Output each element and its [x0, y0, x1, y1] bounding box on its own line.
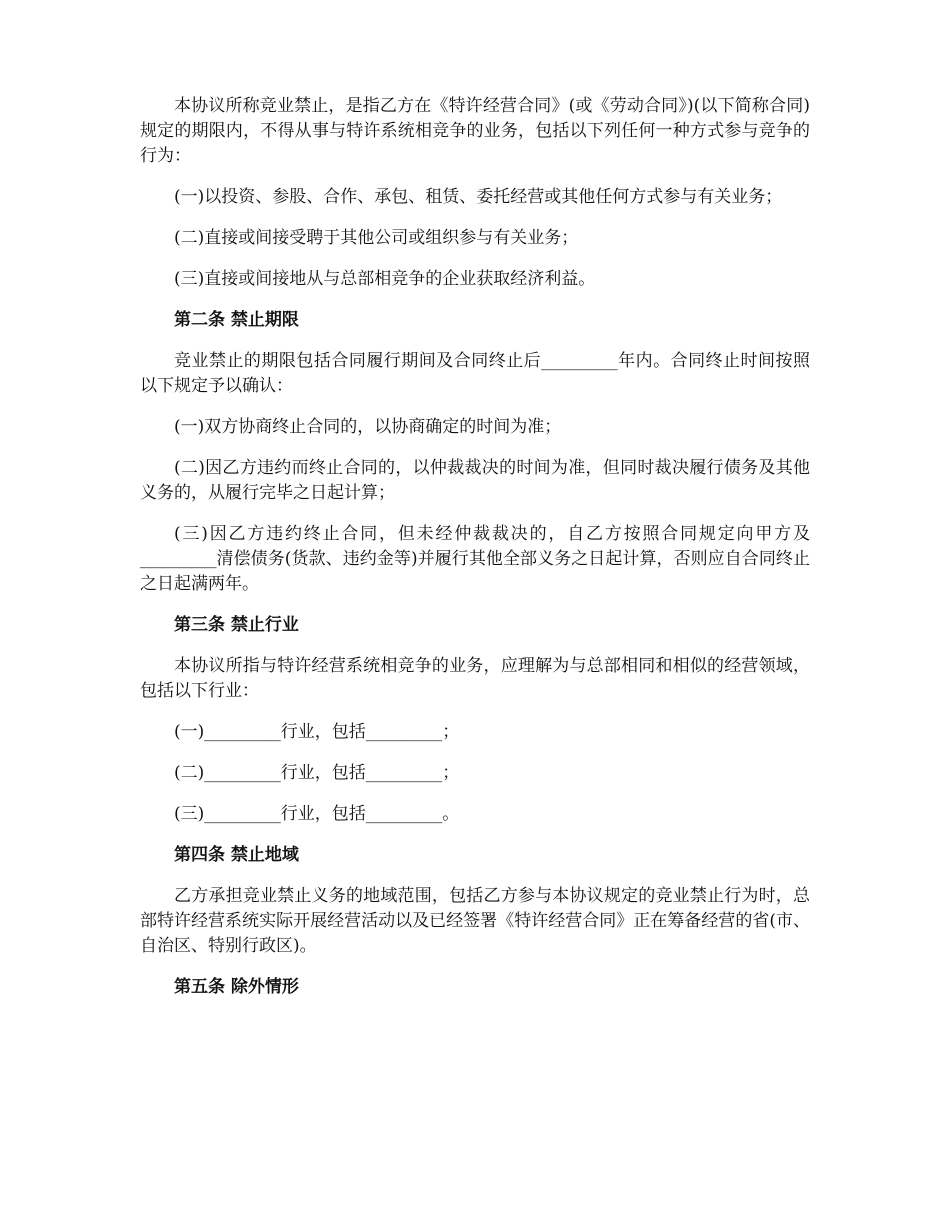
- paragraph-industry-item-3: (三)_________行业，包括_________。: [174, 804, 460, 824]
- section-heading-article-5: 第五条 除外情形: [174, 977, 299, 997]
- paragraph-industry: 本协议所指与特许经营系统相竞争的业务，应理解为与总部相同和相似的经营领域，包括以下行业：: [140, 656, 810, 701]
- paragraph-definition: 本协议所称竞业禁止，是指乙方在《特许经营合同》(或《劳动合同》)(以下简称合同)规定的期限内，不得从事与特许系统相竞争的业务，包括以下列任何一种方式参与竞争的行为：: [140, 96, 810, 166]
- paragraph-industry-item-2: (二)_________行业，包括_________；: [174, 763, 460, 783]
- section-heading-article-2: 第二条 禁止期限: [174, 310, 299, 330]
- paragraph-industry-item-1: (一)_________行业，包括_________；: [174, 722, 460, 742]
- paragraph-item-3: (三)直接或间接地从与总部相竞争的企业获取经济利益。: [174, 269, 596, 289]
- paragraph-item-2: (二)直接或间接受聘于其他公司或组织参与有关业务；: [174, 228, 579, 248]
- paragraph-item-1: (一)以投资、参股、合作、承包、租赁、委托经营或其他任何方式参与有关业务；: [174, 187, 783, 207]
- paragraph-term-item-2: (二)因乙方违约而终止合同的，以仲裁裁决的时间为准，但同时裁决履行债务及其他义务的，从履行完毕之日起计算；: [140, 458, 810, 503]
- section-heading-article-3: 第三条 禁止行业: [174, 615, 299, 635]
- paragraph-term: 竞业禁止的期限包括合同履行期间及合同终止后_________年内。合同终止时间按照以下规定予以确认：: [140, 351, 810, 396]
- paragraph-region: 乙方承担竞业禁止义务的地域范围，包括乙方参与本协议规定的竞业禁止行为时，总部特许经营系统实际开展经营活动以及已经签署《特许经营合同》正在筹备经营的省(市、自治区、特别行政区)。: [140, 886, 810, 956]
- section-heading-article-4: 第四条 禁止地域: [174, 845, 299, 865]
- paragraph-term-item-3: (三)因乙方违约终止合同，但未经仲裁裁决的，自乙方按照合同规定向甲方及_________清偿债务(货款、违约金等)并履行其他全部义务之日起计算，否则应自合同终止之日起满两年。: [140, 524, 810, 594]
- paragraph-term-item-1: (一)双方协商终止合同的，以协商确定的时间为准；: [174, 417, 562, 437]
